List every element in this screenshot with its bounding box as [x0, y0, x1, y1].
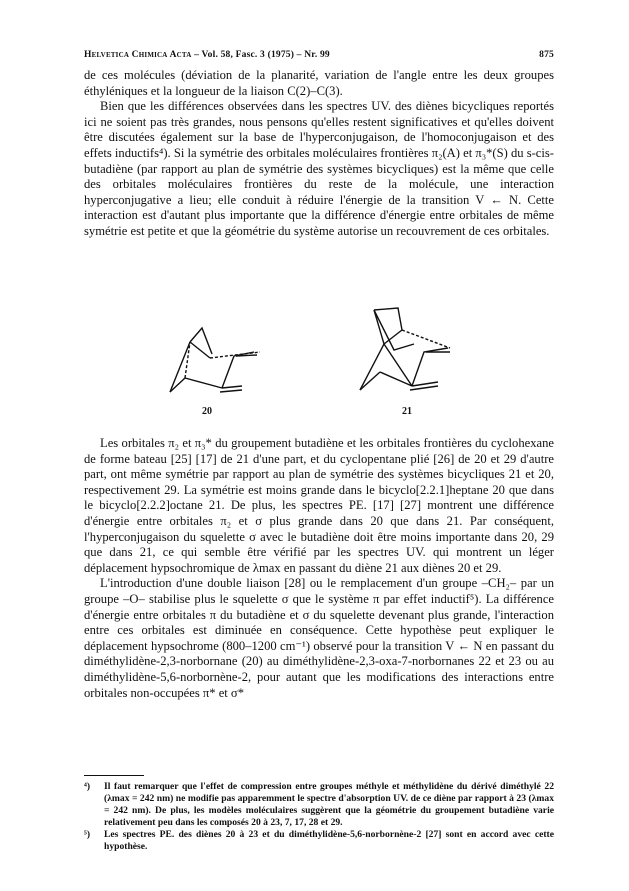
text-block-upper	[84, 68, 554, 240]
header-citation	[84, 50, 330, 60]
page-number: 875	[539, 50, 554, 60]
footnote-mark: ⁵)	[84, 829, 91, 840]
structure-figures	[0, 300, 629, 420]
paragraph: Bien que les différences observées dans les spectres UV. des diènes bicycliques reportés ici ne soient pas très grandes, nous pensons qu'elles restent significatives et qu'elles doivent être discutées également sur la base de l'hyperconjugaison, de l'homoconjugaison et des effets inductifs⁴). Si la symétrie des orbitales moléculaires frontières π₂(A) et π₃*(S) du s-cis-butadiène (par rapport au plan de symétrie des systèmes bicycliques) est la même que celle des orbitales moléculaires frontières du reste de la molécule, une interaction hyperconjugative a lieu; elle conduit à réduire l'énergie de la transition V ← N. Cette interaction est d'autant plus importante que la différence d'énergie entre orbitales de même symétrie est petite et que la géométrie du système autorise un recouvrement de ces orbitales.	[84, 99, 554, 238]
structure-20-label: 20	[202, 406, 212, 417]
footnote-text: Il faut remarquer que l'effet de compression entre groupes méthyle et méthylidène du dérivé diméthylé 22 (λmax = 242 nm) ne modifie pas apparemment le spectre d'absorption UV. de ce diène par rapport à 23 (λmax = 242 nm). De plus, les modèles moléculaires suggèrent que la géométrie du groupement butadiène varie relativement peu dans les composés 20 à 23, 7, 17, 28 et 29.	[104, 781, 554, 828]
footnote-mark: ⁴)	[84, 781, 91, 792]
footnotes	[84, 781, 554, 853]
footnote-divider	[84, 775, 144, 776]
journal-name: Helvetica Chimica Acta	[84, 50, 192, 60]
paragraph: L'introduction d'une double liaison [28] ou le remplacement d'un groupe –CH₂– par un groupe –O– stabilise plus le squelette σ que le système π par effet inductif⁵). La différence d'énergie entre orbitales π du butadiène et σ du squelette devenant plus grande, l'interaction entre ces orbitales est diminuée en conséquence. Cette hypothèse peut expliquer le déplacement hypsochrome (800–1200 cm⁻¹) observé pour la transition V ← N en passant du diméthylidène-2,3-norbornane (20) au diméthylidène-2,3-oxa-7-norbornanes 22 et 23 ou au diméthylidène-5,6-norbornène-2, pour autant que les modifications des interactions entre orbitales non-occupées π* et σ*	[84, 576, 554, 700]
structure-21-drawing	[350, 300, 470, 400]
text-block-lower	[84, 436, 554, 701]
issue-info: – Vol. 58, Fasc. 3 (1975) – Nr. 99	[194, 50, 330, 60]
footnote-text: Les spectres PE. des diènes 20 à 23 et du diméthylidène-5,6-norbornène-2 [27] sont en accord avec cette hypothèse.	[104, 829, 554, 852]
footnote	[84, 829, 554, 853]
paragraph: Les orbitales π₂ et π₃* du groupement butadiène et les orbitales frontières du cyclohexane de forme bateau [25] [17] de 21 d'une part, et du cyclopentane plié [26] de 20 et 29 d'autre part, ont même symétrie par rapport au plan de symétrie des systèmes bicycliques 21 et 20, respectivement 29. La symétrie est moins grande dans le bicyclo[2.2.1]heptane 20 que dans le bicyclo[2.2.2]octane 21. De plus, les spectres PE. [17] [27] montrent une différence d'énergie entre orbitales π₂ et σ plus grande dans 20 que dans 21. Par conséquent, l'hyperconjugaison du squelette σ avec le butadiène doit être moins importante dans 20, 29 que dans 21, ce qui semble être vérifié par les spectres UV. qui montrent un léger déplacement hypsochromique de λmax en passant du diène 21 aux diènes 20 et 29.	[84, 436, 554, 575]
structure-20-drawing	[160, 320, 270, 400]
paragraph: de ces molécules (déviation de la planarité, variation de l'angle entre les deux groupes éthyléniques et la longueur de la liaison C(2)–C(3).	[84, 68, 554, 98]
footnote	[84, 781, 554, 829]
running-header	[84, 50, 554, 60]
structure-21-label: 21	[402, 406, 412, 417]
